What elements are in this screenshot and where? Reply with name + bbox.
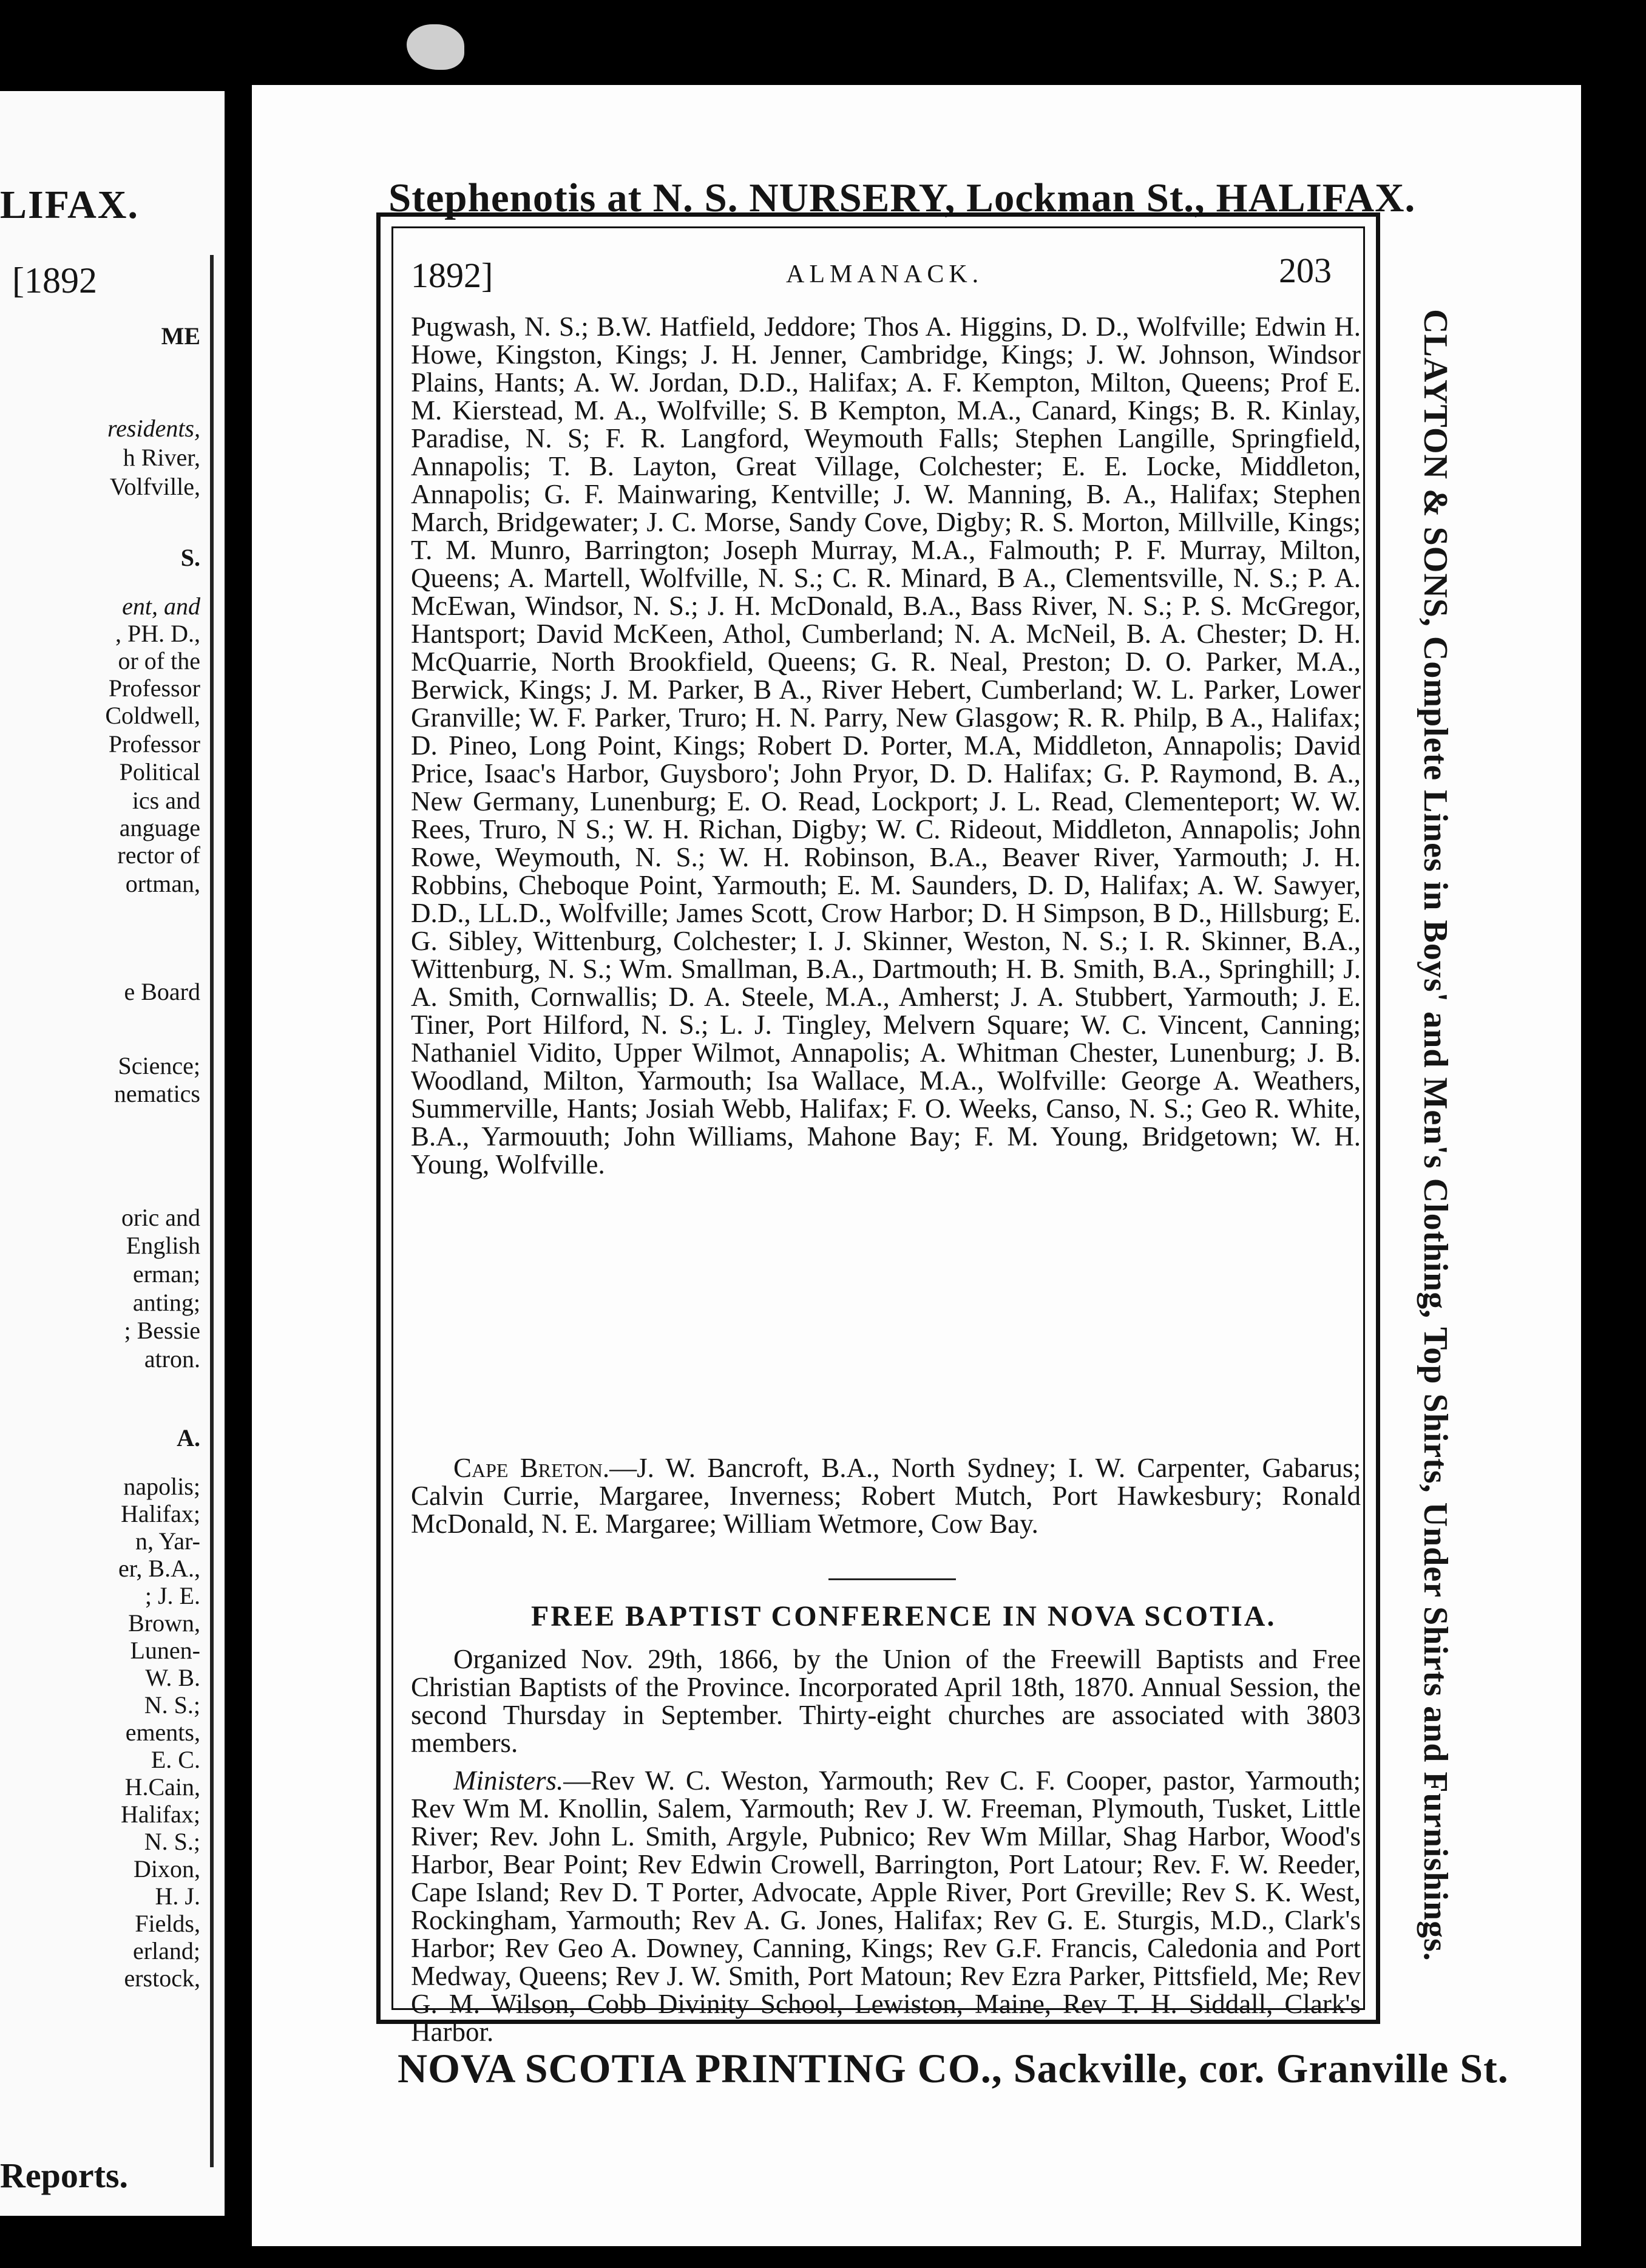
left-page-line: residents, — [107, 415, 200, 442]
left-page-line: erstock, — [124, 1964, 200, 1992]
top-advertisement: Stephenotis at N. S. NURSERY, Lockman St., HALIFAX. — [388, 175, 1416, 220]
left-page-line: Volfville, — [109, 473, 200, 500]
left-page-line: erman; — [132, 1260, 200, 1288]
left-page-line: Professor — [108, 730, 200, 758]
side-advertisement — [1399, 264, 1472, 2006]
nova-scotia-ministers-list: Pugwash, N. S.; B.W. Hatfield, Jeddore; Thos A. Higgins, D. D., Wolfville; Edwin H. Howe, Kingston, Kings; J. H. Jenner, Cambridge, Kings; J. W. Johnson, Windsor Plains, Hants; A. W. Jordan, D.D., Halifax; A. F. Kempton, Milton, Queens; Prof E. M. Kierstead, M. A., Wolfville; S. B Kempton, M.A., Canard, Kings; B. R. Kinlay, Paradise, N. S; F. R. Langford, Weymouth Falls; Stephen Langille, Springfield, Annapolis; T. B. Layton, Great Village, Colchester; E. E. Locke, Middleton, Annapolis; G. F. Mainwaring, Kentville; J. W. Manning, B. A., Halifax; Stephen March, Bridgewater; J. C. Morse, Sandy Cove, Digby; R. S. Morton, Millville, Kings; T. M. Munro, Barrington; Joseph Murray, M.A., Falmouth; P. F. Murray, Milton, Queens; A. Martell, Wolfville, N. S.; C. R. Minard, B A., Clementsville, N. S.; P. A. McEwan, Windsor, N. S.; J. H. McDonald, B.A., Bass River, N. S.; P. S. McGregor, Hantsport; David McKeen, Athol, Cumberland; N. A. McNeil, B. A. Chester; D. H. McQuarrie, North Brookfield, Queens; G. R. Neal, Preston; D. O. Parker, M.A., Berwick, Kings; J. M. Parker, B A., River Hebert, Cumberland; W. L. Parker, Lower Granville; W. F. Parker, Truro; H. N. Parry, New Glasgow; R. R. Philp, B A., Halifax; D. Pineo, Long Point, Kings; Robert D. Porter, M.A, Middleton, Annapolis; David Price, Isaac's Harbor, Guysboro'; John Pryor, D. D. Halifax; G. P. Raymond, B. A., New Germany, Lunenburg; E. O. Read, Lockport; J. L. Read, Clementeport; W. W. Rees, Truro, N S.; W. H. Richan, Digby; W. C. Rideout, Middleton, Annapolis; John Rowe, Weymouth, N. S.; W. H. Robinson, B.A., Beaver River, Yarmouth; J. H. Robbins, Cheboque Point, Yarmouth; E. M. Saunders, D. D, Halifax; A. W. Sawyer, D.D., LL.D., Wolfville; James Scott, Crow Harbor; D. H Simpson, B D., Hillsburg; E. G. Sibley, Wittenburg, Colchester; I. J. Skinner, Weston, N. S.; I. R. Skinner, B.A., Wittenburg, N. S.; Wm. Smallman, B.A., Dartmouth; H. B. Smith, B.A., Springhill; J. A. Smith, Cornwallis; D. A. Steele, M.A., Amherst; J. A. Stubbert, Yarmouth; J. E. Tiner, Port Hilford, N. S.; L. J. Tingley, Melvern Square; W. C. Vincent, Canning; Nathaniel Vidito, Upper Wilmot, Annapolis; A. Whitman Chester, Lunenburg; J. B. Woodland, Milton, Yarmouth; Isa Wallace, M.A., Wolfville: George A. Weathers, Summerville, Hants; Josiah Webb, Halifax; F. O. Weeks, Canso, N. S.; Geo R. White, B.A., Yarmouuth; John Williams, Mahone Bay; F. M. Young, Bridgetown; W. H. Young, Wolfville. — [411, 311, 1361, 1180]
left-page-line: n, Yar- — [135, 1527, 200, 1555]
left-facing-page — [0, 91, 225, 2216]
left-page-line: ME — [161, 322, 200, 350]
left-page-line: atron. — [144, 1345, 200, 1373]
left-page-line: N. S.; — [144, 1691, 200, 1719]
free-baptist-intro: Organized Nov. 29th, 1866, by the Union of the Freewill Baptists and Free Christian Baptists of the Province. Incorporated April 18th, 1870. Annual Session, the second Thursday in September. Thirty-eight churches are associated with 3803 members. — [411, 1644, 1361, 1758]
left-page-line: Lunen- — [130, 1637, 200, 1664]
free-baptist-heading: FREE BAPTIST CONFERENCE IN NOVA SCOTIA. — [531, 1600, 1276, 1632]
left-page-line: Science; — [118, 1052, 200, 1079]
left-page-line: Coldwell, — [105, 702, 200, 729]
left-page-year: [1892 — [12, 260, 97, 300]
left-page-line: S. — [180, 544, 200, 571]
left-page-line: ics and — [132, 787, 200, 814]
left-page-line: H.Cain, — [124, 1773, 200, 1801]
left-page-line: Political — [119, 758, 200, 786]
left-page-line: Brown, — [128, 1609, 200, 1637]
left-page-line: Halifax; — [120, 1500, 200, 1527]
ministers-text: —Rev W. C. Weston, Yarmouth; Rev C. F. Cooper, pastor, Yarmouth; Rev Wm M. Knollin, Salem, Yarmouth; Rev J. W. Freeman, Plymouth, Tusket, Little River; Rev. John L. Smith, Argyle, Pubnico; Rev Wm Millar, Shag Harbor, Wood's Harbor, Bear Point; Rev Edwin Crowell, Barrington, Port Latour; Rev. F. W. Reeder, Cape Island; Rev D. T Porter, Advocate, Apple River, Port Greville; Rev S. K. West, Rockingham, Yarmouth; Rev A. G. Jones, Halifax; Rev G. E. Sturgis, M.D., Clark's Harbor; Rev Geo A. Downey, Canning, Kings; Rev G.F. Francis, Caledonia and Port Medway, Queens; Rev J. W. Smith, Port Matoun; Rev Ezra Parker, Pittsfield, Me; Rev G. M. Wilson, Cobb Divinity School, Lewiston, Maine, Rev T. H. Siddall, Clark's Harbor. — [411, 1765, 1361, 2047]
cape-breton-label: Cape Breton. — [453, 1453, 610, 1483]
left-page-line: anting; — [132, 1289, 200, 1316]
left-page-border-rule — [210, 255, 214, 2167]
left-page-line: rector of — [117, 841, 200, 869]
left-page-line: E. C. — [151, 1746, 200, 1773]
bottom-advertisement: NOVA SCOTIA PRINTING CO., Sackville, cor. Granville St. — [398, 2045, 1509, 2091]
left-page-line: Halifax; — [120, 1801, 200, 1828]
section-separator — [828, 1578, 956, 1580]
left-page-line: e Board — [124, 978, 200, 1005]
page-number: 203 — [1279, 251, 1332, 290]
left-page-line: nematics — [113, 1080, 200, 1107]
almanack-page — [252, 85, 1581, 2246]
left-page-line: ements, — [125, 1719, 200, 1746]
left-page-line: ; J. E. — [144, 1582, 200, 1609]
left-page-header: LIFAX. — [0, 183, 139, 227]
left-page-line: N. S.; — [144, 1828, 200, 1855]
left-page-line: W. B. — [145, 1664, 200, 1691]
side-advertisement-text: CLAYTON & SONS, Complete Lines in Boys' and Men's Clothing, Top Shirts, Under Shirts and Furnishings. — [1417, 309, 1455, 1961]
left-page-line: Fields, — [135, 1910, 200, 1937]
left-page-line: A. — [177, 1424, 200, 1451]
left-page-line: napolis; — [123, 1473, 200, 1500]
free-baptist-ministers — [411, 1767, 1361, 2046]
left-page-line: Dixon, — [134, 1855, 200, 1883]
running-head-year: 1892] — [411, 256, 493, 295]
left-page-line: H. J. — [155, 1883, 200, 1910]
left-page-footer: Reports. — [0, 2156, 129, 2195]
left-page-line: , PH. D., — [115, 620, 200, 647]
left-page-line: anguage — [119, 814, 200, 841]
left-page-line: English — [126, 1232, 200, 1259]
left-page-line: h River, — [123, 444, 200, 471]
paper-stain — [407, 24, 464, 70]
left-page-line: oric and — [121, 1204, 200, 1231]
left-page-line: Professor — [108, 674, 200, 702]
cape-breton-paragraph — [411, 1454, 1361, 1538]
left-page-line: ortman, — [125, 870, 200, 897]
ministers-label: Ministers. — [453, 1765, 564, 1796]
left-page-line: ent, and — [122, 592, 200, 620]
left-page-line: ; Bessie — [124, 1317, 200, 1344]
running-head-title: ALMANACK. — [786, 260, 984, 288]
left-page-line: er, B.A., — [118, 1555, 200, 1582]
left-page-line: erland; — [132, 1937, 200, 1964]
left-page-line: or of the — [118, 647, 200, 674]
cape-breton-text: —J. W. Bancroft, B.A., North Sydney; I. W. Carpenter, Gabarus; Calvin Currie, Margaree, Inverness; Robert Mutch, Port Hawkesbury; Ronald McDonald, N. E. Margaree; William Wetmore, Cow Bay. — [411, 1453, 1361, 1539]
